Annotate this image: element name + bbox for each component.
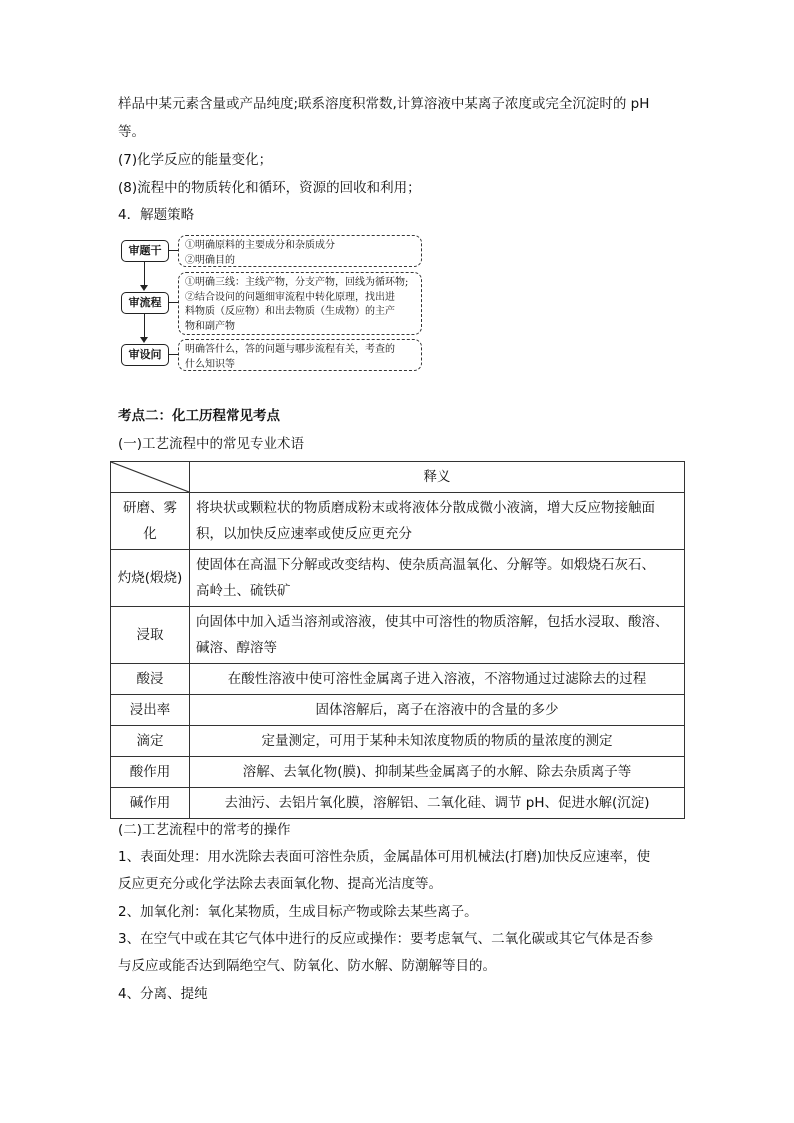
definition-line: 高岭土、硫铁矿 <box>196 583 291 599</box>
intro-line-1: 样品中某元素含量或产品纯度;联系溶度积常数,计算溶液中某离子浓度或完全沉淀时的 pH <box>118 96 650 112</box>
ops-line: 2、加氧化剂：氧化某物质，生成目标产物或除去某些离子。 <box>118 904 478 920</box>
definition-cell: 定量测定，可用于某种未知浓度物质的物质的量浓度的测定 <box>190 726 685 757</box>
arrow-down-icon <box>140 285 148 291</box>
flow-step-box: 审流程 <box>121 292 169 314</box>
term-line: 化 <box>143 526 157 542</box>
intro-line-2: 等。 <box>118 124 145 140</box>
table-row <box>111 726 685 757</box>
term-cell <box>111 493 190 550</box>
definition-cell: 在酸性溶液中使可溶性金属离子进入溶液，不溶物通过过滤除去的过程 <box>190 664 685 695</box>
diagonal-line <box>111 462 189 492</box>
definition-cell: 去油污、去铝片氧化膜，溶解铝、二氧化硅、调节 pH、促进水解(沉淀) <box>190 788 685 819</box>
flow-step-box: 审题干 <box>121 240 169 262</box>
definition-line: 积，以加快反应速率或使反应更充分 <box>196 526 412 542</box>
flow-note-line: 明确答什么，答的问题与哪步流程有关，考查的 <box>185 344 395 355</box>
subsection-title: (二)工艺流程中的常考的操作 <box>118 822 291 838</box>
term-cell: 滴定 <box>111 726 190 757</box>
intro-item-7: (7)化学反应的能量变化； <box>118 152 273 168</box>
flow-connector <box>168 302 178 303</box>
definition-line: 将块状或颗粒状的物质磨成粉末或将液体分散成微小液滴，增大反应物接触面 <box>196 500 655 516</box>
ops-line: 与反应或能否达到隔绝空气、防氧化、防水解、防潮解等目的。 <box>118 958 496 974</box>
flow-note-line: ①明确原料的主要成分和杂质成分 <box>185 240 335 251</box>
table-row <box>111 788 685 819</box>
subsection-title: (一)工艺流程中的常见专业术语 <box>118 436 305 452</box>
flow-note <box>178 272 422 335</box>
table-row <box>111 664 685 695</box>
flow-note-line: 什么知识等 <box>185 358 235 370</box>
table-header-row <box>111 462 685 493</box>
term-cell: 浸取 <box>111 607 190 664</box>
flow-note-line: ②明确目的 <box>185 254 235 266</box>
section-title: 考点二：化工历程常见考点 <box>118 408 280 424</box>
definition-cell <box>190 550 685 607</box>
table-corner-cell <box>111 462 190 493</box>
flow-note-line: ②结合设问的问题细审流程中转化原理，找出进 <box>185 291 395 303</box>
table-row <box>111 607 685 664</box>
intro-item-8: (8)流程中的物质转化和循环，资源的回收和利用； <box>118 180 421 196</box>
table-row <box>111 493 685 550</box>
flow-connector <box>168 250 178 251</box>
flow-note-line: ①明确三线：主线产物，分支产物，回线为循环物; <box>185 277 409 288</box>
ops-line: 1、表面处理：用水洗除去表面可溶性杂质，金属晶体可用机械法(打磨)加快反应速率，使 <box>118 849 651 865</box>
definition-line: 使固体在高温下分解或改变结构、使杂质高温氧化、分解等。如煅烧石灰石、 <box>196 557 655 573</box>
definition-cell <box>190 607 685 664</box>
flow-connector <box>144 262 145 286</box>
flow-note <box>178 339 422 371</box>
table-row <box>111 757 685 788</box>
arrow-down-icon <box>140 337 148 343</box>
definition-cell: 溶解、去氧化物(膜)、抑制某些金属离子的水解、除去杂质离子等 <box>190 757 685 788</box>
term-line: 研磨、雾 <box>123 500 177 516</box>
flow-connector <box>144 314 145 338</box>
table-row <box>111 695 685 726</box>
ops-line: 4、分离、提纯 <box>118 986 208 1002</box>
ops-line: 3、在空气中或在其它气体中进行的反应或操作：要考虑氧气、二氧化碳或其它气体是否参 <box>118 931 654 947</box>
flow-step-box: 审设问 <box>121 344 169 366</box>
definition-line: 向固体中加入适当溶剂或溶液，使其中可溶性的物质溶解，包括水浸取、酸溶、 <box>196 614 669 630</box>
terms-table <box>110 461 685 819</box>
definition-line: 碱溶、醇溶等 <box>196 640 277 656</box>
ops-line: 反应更充分或化学法除去表面氧化物、提高光洁度等。 <box>118 876 442 892</box>
term-cell: 碱作用 <box>111 788 190 819</box>
term-cell: 浸出率 <box>111 695 190 726</box>
term-cell: 灼烧(煅烧) <box>111 550 190 607</box>
flow-note-line: 物和副产物 <box>185 320 235 332</box>
definition-cell <box>190 493 685 550</box>
flow-note <box>178 235 422 267</box>
term-cell: 酸作用 <box>111 757 190 788</box>
flow-connector <box>168 354 178 355</box>
table-row <box>111 550 685 607</box>
definition-cell: 固体溶解后，离子在溶液中的含量的多少 <box>190 695 685 726</box>
strategy-heading: 4．解题策略 <box>118 207 195 223</box>
flow-note-line: 料物质（反应物）和出去物质（生成物）的主产 <box>185 306 395 317</box>
term-cell: 酸浸 <box>111 664 190 695</box>
table-header-cell: 释义 <box>190 462 685 493</box>
